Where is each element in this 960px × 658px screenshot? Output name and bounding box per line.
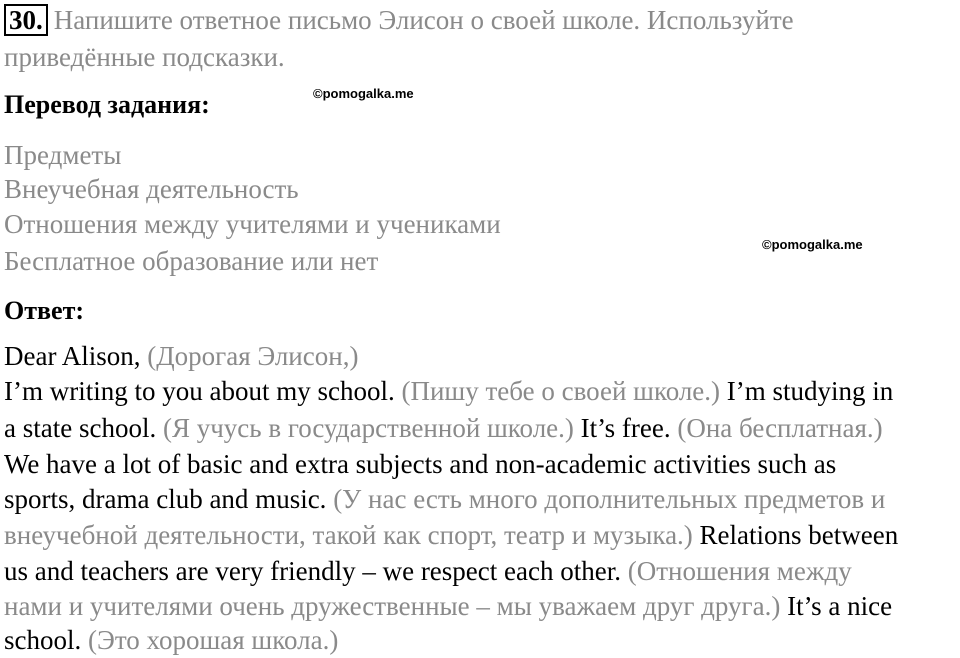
translation-text: нами и учителями очень дружественные – мы уважаем друг друга.): [4, 591, 781, 621]
translation-text: (Отношения между: [627, 556, 852, 586]
translation-item: Предметы: [4, 140, 122, 170]
answer-line: [4, 341, 358, 372]
english-text: a state school.: [4, 413, 163, 443]
answer-line: [4, 484, 885, 515]
answer-line: [4, 376, 893, 407]
translation-text: (Пишу тебе о своей школе.): [401, 376, 721, 406]
answer-heading: Ответ:: [4, 296, 85, 325]
answer-line: [4, 625, 338, 656]
answer-line: [4, 556, 852, 587]
answer-line: [4, 449, 836, 480]
task-line-1: [4, 4, 794, 36]
english-text: sports, drama club and music.: [4, 484, 334, 514]
english-text: It’s free.: [573, 413, 678, 443]
english-text: school.: [4, 625, 88, 655]
english-text: It’s a nice: [780, 591, 893, 621]
translation-item: Внеучебная деятельность: [4, 174, 299, 204]
translation-text: (Она бесплатная.): [677, 413, 883, 443]
task-text-1: Напишите ответное письмо Элисон о своей школе. Используйте: [53, 5, 794, 35]
watermark-1: ©pomogalka.me: [313, 86, 414, 101]
english-text: I’m studying in: [720, 376, 894, 406]
task-number: 30.: [4, 4, 48, 36]
task-text-2: приведённые подсказки.: [4, 42, 285, 72]
translation-heading: Перевод задания:: [4, 90, 210, 119]
english-text: Dear Alison,: [4, 341, 148, 371]
translation-item: Бесплатное образование или нет: [4, 246, 379, 276]
answer-line: [4, 520, 898, 551]
watermark-2: ©pomogalka.me: [762, 237, 863, 252]
answer-line: [4, 591, 892, 622]
translation-text: (У нас есть много дополнительных предметов и: [333, 484, 886, 514]
translation-text: (Я учусь в государственной школе.): [162, 413, 574, 443]
translation-text: (Дорогая Элисон,): [147, 341, 359, 371]
answer-line: [4, 413, 883, 444]
translation-text: (Это хорошая школа.): [88, 625, 339, 655]
english-text: I’m writing to you about my school.: [4, 376, 402, 406]
english-text: We have a lot of basic and extra subjects and non-academic activities such as: [4, 449, 837, 479]
english-text: Relations between: [692, 520, 899, 550]
translation-text: внеучебной деятельности, такой как спорт, театр и музыка.): [4, 520, 693, 550]
english-text: us and teachers are very friendly – we respect each other.: [4, 556, 628, 586]
translation-item: Отношения между учителями и учениками: [4, 209, 501, 239]
